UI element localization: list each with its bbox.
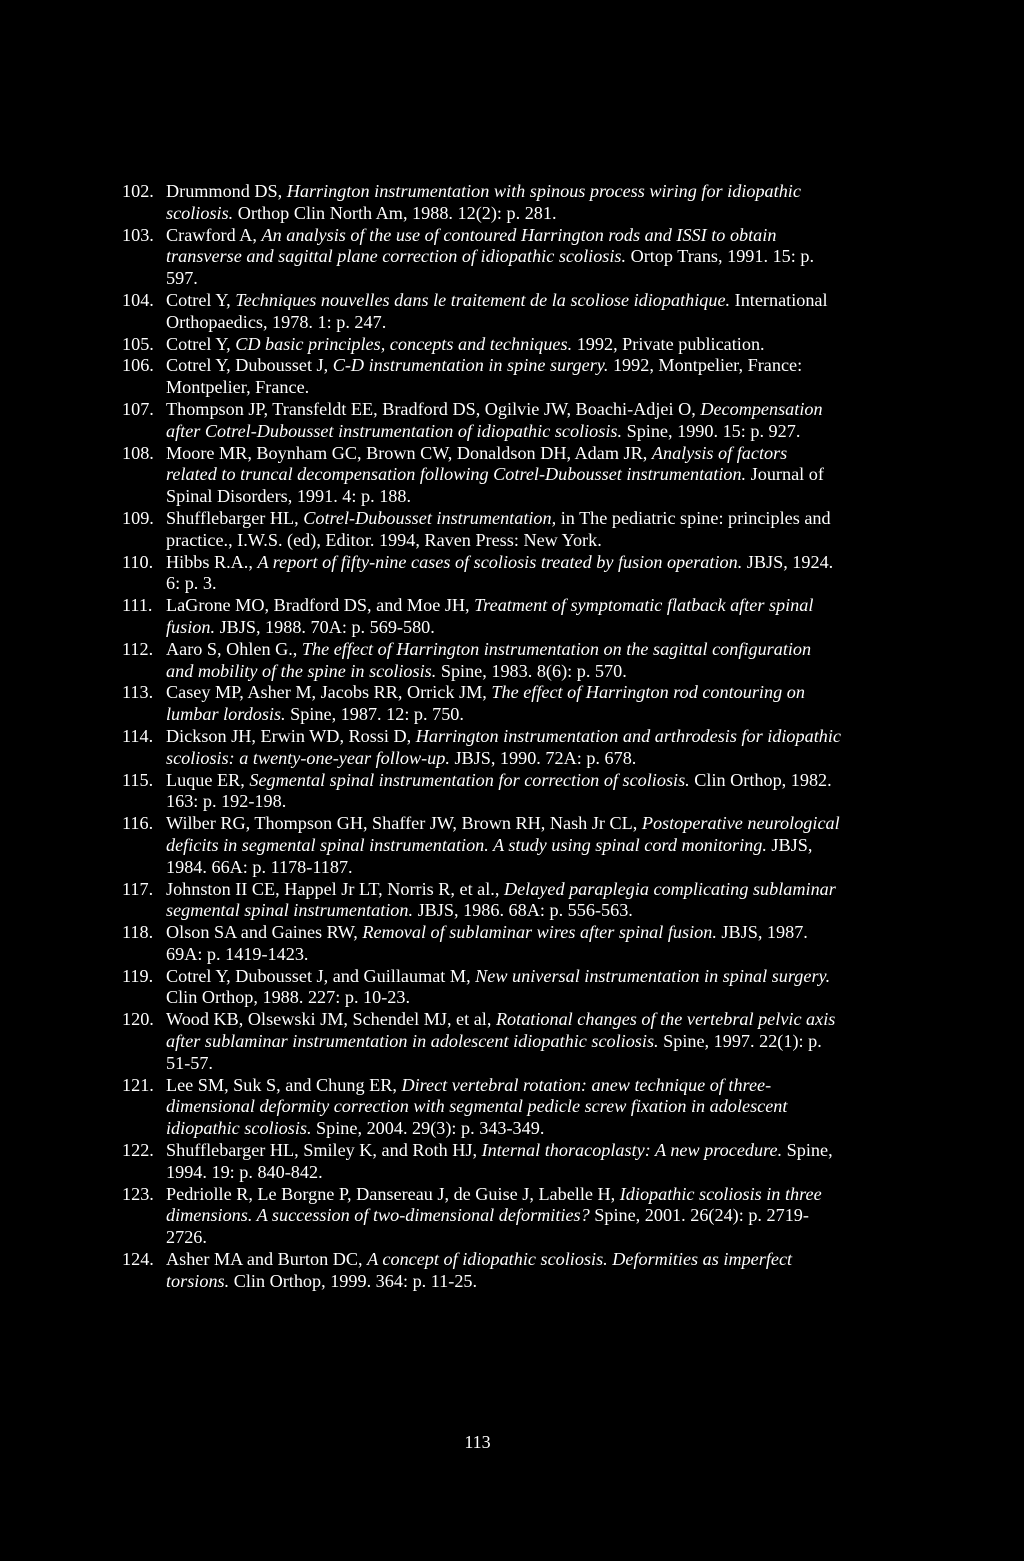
reference-title: Removal of sublaminar wires after spinal fusion. — [362, 922, 717, 943]
reference-item — [122, 1075, 842, 1140]
reference-source: Spine, 1990. 15: p. 927. — [622, 420, 801, 441]
reference-title: Techniques nouvelles dans le traitement de la scoliose idiopathique. — [235, 289, 731, 310]
reference-title: Harrington instrumentation with spinous process wiring for idiopathic scoliosis. — [166, 181, 801, 223]
reference-text — [166, 813, 842, 878]
reference-title: An analysis of the use of contoured Harrington rods and ISSI to obtain transverse and sagittal plane correction of idiopathic scoliosis. — [166, 224, 777, 267]
reference-title: A report of fifty-nine cases of scoliosis treated by fusion operation. — [257, 551, 743, 572]
reference-authors: Cotrel Y, — [166, 333, 236, 354]
reference-text — [166, 639, 842, 683]
reference-source: JBJS, 1984. 66A: p. 1178-1187. — [166, 834, 813, 877]
reference-title: Analysis of factors related to truncal decompensation following Cotrel-Dubousset instrumentation. — [166, 442, 788, 485]
reference-number: 120. — [122, 1009, 154, 1030]
reference-number: 115. — [122, 769, 154, 790]
reference-number: 117. — [122, 878, 154, 899]
reference-title: CD basic principles, concepts and techniques. — [235, 333, 573, 354]
reference-text — [166, 770, 842, 814]
reference-item — [122, 181, 842, 225]
reference-number: 114. — [122, 725, 154, 746]
reference-number: 111. — [122, 595, 153, 616]
reference-text — [166, 1184, 842, 1249]
reference-source: Orthop Clin North Am, 1988. 12(2): p. 281. — [233, 202, 557, 223]
reference-authors: Wood KB, Olsewski JM, Schendel MJ, et al, — [166, 1009, 496, 1030]
reference-source: Clin Orthop, 1988. 227: p. 10-23. — [166, 987, 411, 1008]
reference-number: 122. — [122, 1140, 154, 1161]
reference-number: 113. — [122, 682, 154, 703]
reference-title: Rotational changes of the vertebral pelvic axis after sublaminar instrumentation in adolescent idiopathic scoliosis. — [166, 1009, 836, 1052]
reference-text — [166, 334, 842, 356]
reference-number: 110. — [122, 551, 154, 572]
reference-source: in The pediatric spine: principles and practice., I.W.S. (ed), Editor. 1994, Raven Press: New York. — [166, 507, 831, 550]
reference-source: 1992, Montpelier, France: Montpelier, France. — [166, 355, 803, 398]
reference-text — [166, 879, 842, 923]
reference-text — [166, 1140, 842, 1184]
reference-item — [122, 922, 842, 966]
reference-source: JBJS, 1924. 6: p. 3. — [166, 551, 834, 594]
reference-source: JBJS, 1987. 69A: p. 1419-1423. — [166, 922, 808, 964]
reference-item — [122, 290, 842, 334]
reference-authors: Aaro S, Ohlen G., — [166, 638, 302, 659]
reference-authors: Lee SM, Suk S, and Chung ER, — [166, 1074, 402, 1095]
reference-authors: Crawford A, — [166, 224, 262, 245]
reference-number: 124. — [122, 1249, 154, 1270]
reference-item — [122, 399, 842, 443]
reference-title: Decompensation after Cotrel-Dubousset instrumentation of idiopathic scoliosis. — [166, 398, 823, 441]
reference-authors: LaGrone MO, Bradford DS, and Moe JH, — [166, 595, 475, 616]
reference-number: 119. — [122, 965, 154, 986]
reference-text — [166, 552, 842, 596]
reference-title: Segmental spinal instrumentation for correction of scoliosis. — [249, 769, 690, 790]
reference-number: 116. — [122, 813, 154, 834]
reference-title: Postoperative neurological deficits in segmental spinal instrumentation. A study using spinal cord monitoring. — [166, 813, 840, 855]
reference-item — [122, 595, 842, 639]
reference-authors: Johnston II CE, Happel Jr LT, Norris R, et al., — [166, 878, 504, 899]
reference-source: Spine, 1987. 12: p. 750. — [285, 704, 464, 725]
reference-item — [122, 508, 842, 552]
reference-text — [166, 181, 842, 225]
reference-authors: Shufflebarger HL, — [166, 507, 304, 528]
reference-authors: Hibbs R.A., — [166, 551, 258, 572]
reference-title: New universal instrumentation in spinal surgery. — [475, 965, 831, 986]
reference-item — [122, 1140, 842, 1184]
reference-item — [122, 355, 842, 399]
reference-item — [122, 1009, 842, 1074]
reference-item — [122, 443, 842, 508]
reference-title: Delayed paraplegia complicating sublaminar segmental spinal instrumentation. — [166, 878, 836, 921]
reference-authors: Casey MP, Asher M, Jacobs RR, Orrick JM, — [166, 682, 492, 703]
reference-text — [166, 225, 842, 290]
reference-title: The effect of Harrington rod contouring on lumbar lordosis. — [166, 682, 805, 725]
reference-text — [166, 355, 842, 399]
reference-authors: Asher MA and Burton DC, — [166, 1249, 368, 1270]
reference-text — [166, 966, 842, 1010]
reference-source: JBJS, 1988. 70A: p. 569-580. — [215, 616, 435, 637]
reference-title: Harrington instrumentation and arthrodesis for idiopathic scoliosis: a twenty-one-year follow-up. — [166, 725, 841, 768]
reference-source: Spine, 2004. 29(3): p. 343-349. — [311, 1118, 545, 1139]
reference-authors: Cotrel Y, — [166, 289, 236, 310]
reference-list — [122, 181, 842, 1293]
reference-authors: Drummond DS, — [166, 181, 287, 201]
reference-source: JBJS, 1986. 68A: p. 556-563. — [413, 900, 633, 921]
reference-text — [166, 290, 842, 334]
reference-item — [122, 1249, 842, 1293]
reference-item — [122, 726, 842, 770]
reference-authors: Luque ER, — [166, 769, 250, 790]
reference-number: 104. — [122, 289, 154, 310]
reference-source: Spine, 2001. 26(24): p. 2719-2726. — [166, 1205, 809, 1248]
reference-source: Ortop Trans, 1991. 15: p. 597. — [166, 246, 815, 289]
reference-text — [166, 399, 842, 443]
reference-source: JBJS, 1990. 72A: p. 678. — [449, 747, 637, 768]
reference-item — [122, 813, 842, 878]
reference-authors: Moore MR, Boynham GC, Brown CW, Donaldson DH, Adam JR, — [166, 442, 652, 463]
reference-source: Journal of Spinal Disorders, 1991. 4: p. 188. — [166, 464, 824, 507]
reference-source: Spine, 1983. 8(6): p. 570. — [436, 660, 627, 681]
reference-text — [166, 508, 842, 552]
reference-source: International Orthopaedics, 1978. 1: p. 247. — [166, 289, 828, 332]
reference-source: Clin Orthop, 1982. 163: p. 192-198. — [166, 769, 832, 812]
reference-number: 108. — [122, 442, 154, 463]
reference-title: The effect of Harrington instrumentation on the sagittal configuration and mobility of the spine in scoliosis. — [166, 638, 812, 681]
reference-number: 105. — [122, 333, 154, 354]
reference-item — [122, 552, 842, 596]
reference-number: 106. — [122, 355, 154, 376]
reference-item — [122, 334, 842, 356]
reference-text — [166, 1075, 842, 1140]
reference-item — [122, 966, 842, 1010]
reference-source: Spine, 1994. 19: p. 840-842. — [166, 1140, 833, 1182]
reference-number: 112. — [122, 638, 154, 659]
reference-text — [166, 922, 842, 966]
reference-title: Idiopathic scoliosis in three dimensions. A succession of two-dimensional deformities? — [166, 1183, 822, 1226]
reference-item — [122, 1184, 842, 1249]
reference-authors: Shufflebarger HL, Smiley K, and Roth HJ, — [166, 1140, 482, 1161]
reference-text — [166, 1009, 842, 1074]
reference-number: 102. — [122, 181, 154, 201]
reference-number: 118. — [122, 922, 154, 943]
reference-text — [166, 682, 842, 726]
reference-item — [122, 639, 842, 683]
reference-text — [166, 595, 842, 639]
reference-number: 103. — [122, 224, 154, 245]
reference-authors: Dickson JH, Erwin WD, Rossi D, — [166, 725, 416, 746]
reference-item — [122, 225, 842, 290]
reference-authors: Wilber RG, Thompson GH, Shaffer JW, Brown RH, Nash Jr CL, — [166, 813, 642, 834]
reference-text — [166, 443, 842, 508]
reference-source: Spine, 1997. 22(1): p. 51-57. — [166, 1031, 822, 1073]
reference-authors: Pedriolle R, Le Borgne P, Dansereau J, de Guise J, Labelle H, — [166, 1183, 620, 1204]
reference-number: 109. — [122, 507, 154, 528]
reference-authors: Cotrel Y, Dubousset J, and Guillaumat M, — [166, 965, 476, 986]
reference-text — [166, 1249, 842, 1293]
reference-number: 121. — [122, 1074, 154, 1095]
reference-source: Clin Orthop, 1999. 364: p. 11-25. — [229, 1270, 478, 1291]
reference-title: Direct vertebral rotation: anew technique of three-dimensional deformity correction with segmental pedicle screw fixation in adolescent idiopathic scoliosis. — [166, 1074, 788, 1139]
reference-title: C-D instrumentation in spine surgery. — [332, 355, 609, 376]
page-number: 113 — [464, 1432, 491, 1452]
reference-authors: Olson SA and Gaines RW, — [166, 922, 363, 943]
reference-item — [122, 682, 842, 726]
reference-authors: Cotrel Y, Dubousset J, — [166, 355, 333, 376]
reference-title: Cotrel-Dubousset instrumentation, — [303, 507, 557, 528]
reference-source: 1992, Private publication. — [572, 333, 765, 354]
reference-number: 123. — [122, 1183, 154, 1204]
reference-title: A concept of idiopathic scoliosis. Deformities as imperfect torsions. — [166, 1249, 793, 1291]
reference-title: Treatment of symptomatic flatback after spinal fusion. — [166, 595, 814, 637]
reference-authors: Thompson JP, Transfeldt EE, Bradford DS, Ogilvie JW, Boachi-Adjei O, — [166, 398, 701, 419]
reference-item — [122, 770, 842, 814]
reference-text — [166, 726, 842, 770]
reference-title: Internal thoracoplasty: A new procedure. — [481, 1140, 783, 1161]
reference-item — [122, 879, 842, 923]
reference-number: 107. — [122, 398, 154, 419]
